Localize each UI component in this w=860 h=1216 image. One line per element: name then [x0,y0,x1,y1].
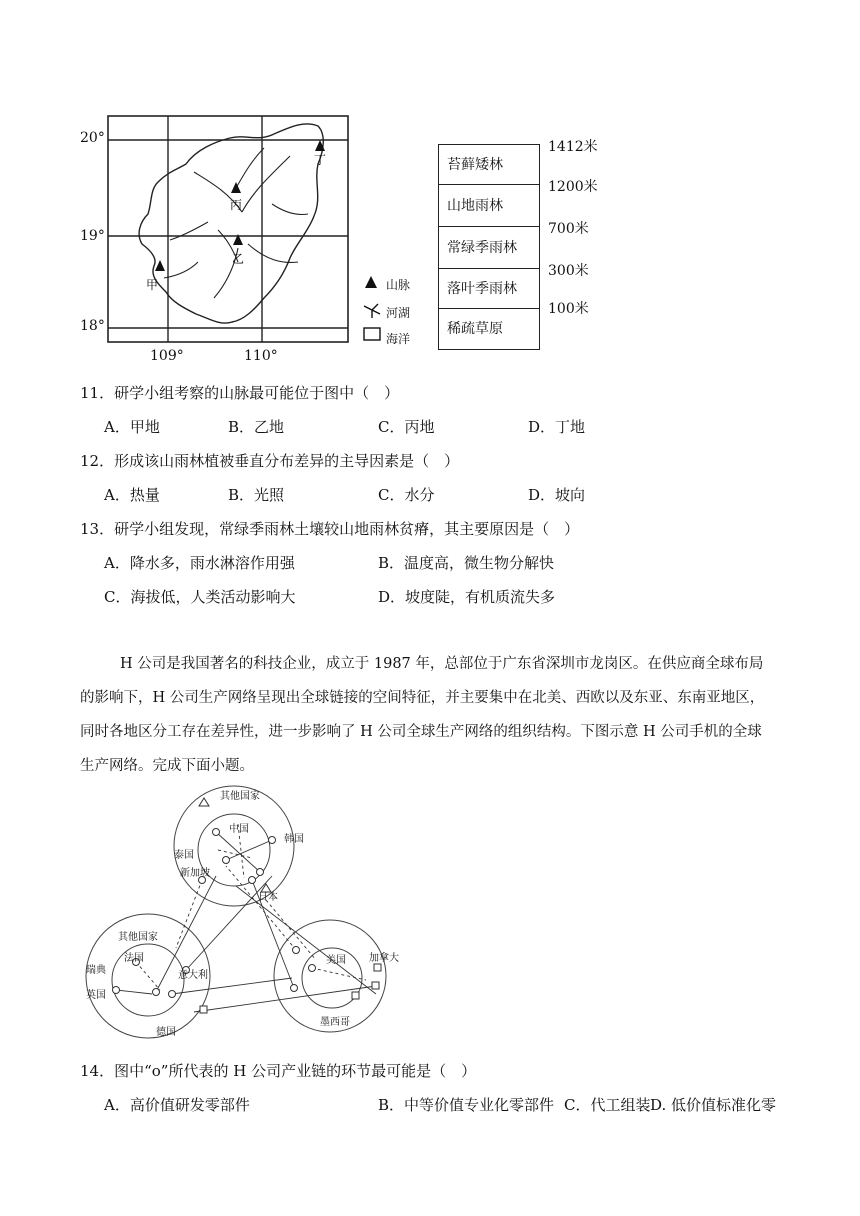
net-japan: 日本 [258,892,278,903]
net-asia-other: 其他国家 [220,791,260,802]
net-italy: 意大利 [178,970,208,981]
q12-option-a: A．热量 [104,486,160,504]
lon-109: 109° [150,348,184,364]
q14-option-c: C．代工组装 [564,1096,651,1114]
passage-line-1: H 公司是我国著名的科技企业，成立于 1987 年，总部位于广东省深圳市龙岗区。在供应商全球布局 [120,656,764,672]
legend-ocean-label: 海洋 [386,332,411,346]
q12-option-b: B．光照 [228,486,285,504]
place-yi: 乙 [232,252,245,266]
zone-deciduous-monsoon: 落叶季雨林 [439,269,539,309]
q14-option-b: B．中等价值专业化零部件 [378,1096,555,1114]
q11-option-b: B．乙地 [228,418,285,436]
lat-18: 18° [80,318,105,334]
elev-100: 100米 [548,301,589,317]
legend-mountain-label: 山脉 [386,278,411,292]
q14-stem: 14．图中“o”所代表的 H 公司产业链的环节最可能是（ ） [80,1062,477,1080]
zone-evergreen-monsoon: 常绿季雨林 [439,227,539,269]
net-mexico: 墨西哥 [320,1017,350,1028]
q11-option-c: C．丙地 [378,418,435,436]
place-bing: 丙 [230,198,243,212]
mountain-marker-jia [155,260,165,271]
net-china: 中国 [229,824,249,835]
q13-option-a: A．降水多，雨水淋溶作用强 [104,554,295,572]
passage-line-4: 生产网络。完成下面小题。 [80,758,254,774]
q13-option-b: B．温度高，微生物分解快 [378,554,555,572]
lat-19: 19° [80,228,105,244]
net-canada: 加拿大 [369,953,399,964]
lon-110: 110° [244,348,278,364]
elev-1200: 1200米 [548,179,598,195]
place-jia: 甲 [146,278,159,292]
q13-option-d: D．坡度陡，有机质流失多 [378,588,556,606]
passage-line-3: 同时各地区分工存在差异性，进一步影响了 H 公司全球生产网络的组织结构。下图示意 H 公司手机的全球 [80,724,762,740]
zone-moss-forest: 苔藓矮林 [439,145,539,185]
passage-line-2: 的影响下，H 公司生产网络呈现出全球链接的空间特征，并主要集中在北美、西欧以及东亚、东南亚地区， [80,690,765,706]
place-ding: 丁 [314,153,327,167]
net-france: 法国 [124,953,144,964]
legend-river-label: 河湖 [386,306,411,320]
q14-option-a: A．高价值研发零部件 [104,1096,250,1114]
net-thailand: 泰国 [174,850,194,861]
q12-option-c: C．水分 [378,486,435,504]
vegetation-zone-chart [438,144,540,350]
net-sweden: 瑞典 [86,965,106,976]
net-uk: 英国 [86,990,106,1001]
net-korea: 韩国 [284,834,304,845]
elev-1412: 1412米 [548,139,598,155]
zone-mountain-rainforest: 山地雨林 [439,185,539,227]
q13-option-c: C．海拔低，人类活动影响大 [104,588,296,606]
q14-option-d: D. 低价值标准化零 [650,1096,777,1114]
hainan-map [78,112,378,372]
elev-300: 300米 [548,263,589,279]
elev-700: 700米 [548,221,589,237]
lat-20: 20° [80,130,105,146]
q13-stem: 13．研学小组发现，常绿季雨林土壤较山地雨林贫瘠，其主要原因是（ ） [80,520,580,538]
island-outline [139,124,323,323]
net-singapore: 新加坡 [180,868,210,879]
river-icon [364,304,380,318]
q11-stem: 11．研学小组考察的山脉最可能位于图中（ ） [80,384,400,402]
q11-option-d: D．丁地 [528,418,586,436]
q12-stem: 12．形成该山雨林植被垂直分布差异的主导因素是（ ） [80,452,460,470]
q12-option-d: D．坡向 [528,486,586,504]
net-usa: 美国 [326,955,346,966]
mountain-marker-bing [231,182,241,193]
q11-option-a: A．甲地 [104,418,160,436]
zone-sparse-grassland: 稀疏草原 [447,321,503,337]
ocean-icon [364,328,380,340]
net-germany: 德国 [156,1027,176,1038]
mountain-icon [365,276,377,288]
net-europe-other: 其他国家 [118,932,158,943]
